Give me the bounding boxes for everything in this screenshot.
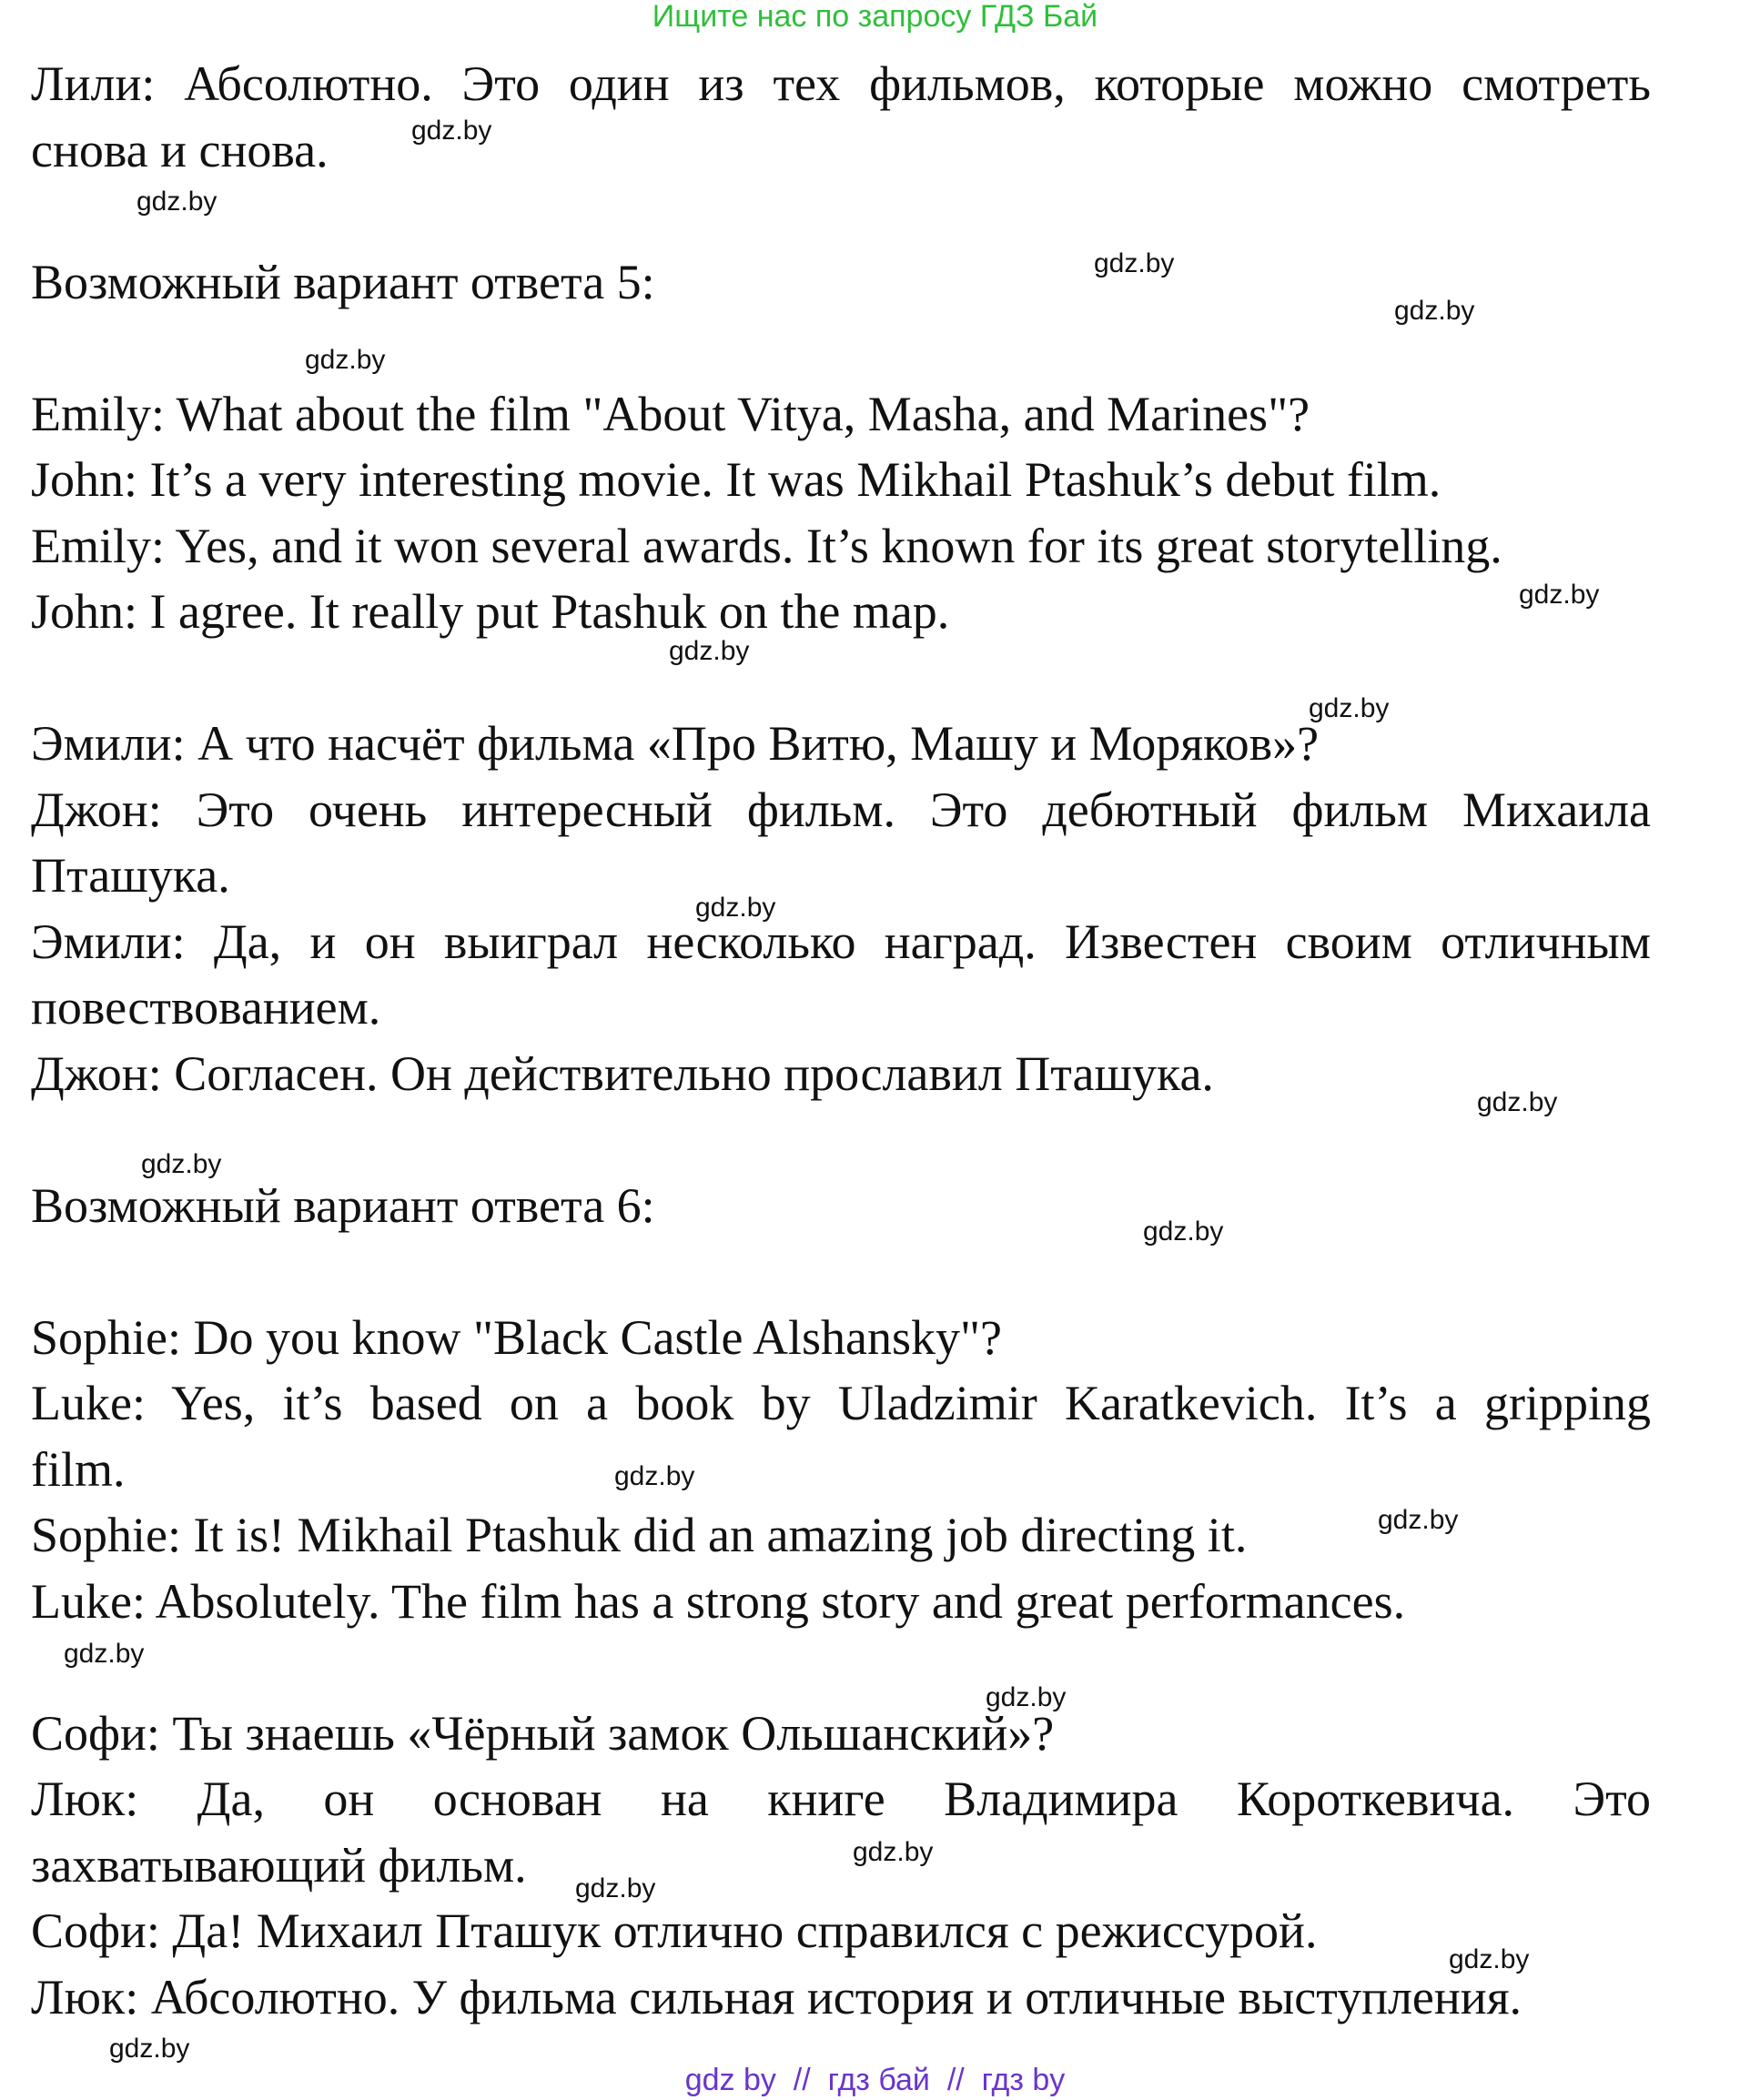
- text-line: повествованием.: [31, 980, 381, 1035]
- watermark: gdz.by: [1394, 296, 1475, 326]
- watermark: gdz.by: [137, 187, 217, 217]
- watermark: gdz.by: [1378, 1505, 1459, 1535]
- text-line: Софи: Ты знаешь «Чёрный замок Ольшанский»?: [31, 1705, 1055, 1761]
- text-line: Лили: Абсолютно. Это один из тех фильмов, которые можно смотреть: [31, 56, 1651, 111]
- footer-links: gdz by // гдз бай // гдз by: [684, 2063, 1066, 2097]
- text-line: Sophie: It is! Mikhail Ptashuk did an amazing job directing it.: [31, 1508, 1248, 1562]
- text-line: Софи: Да! Михаил Пташук отлично справился с режиссурой.: [31, 1903, 1318, 1958]
- watermark: gdz.by: [1477, 1087, 1558, 1117]
- paragraph-gap: [31, 1106, 1651, 1173]
- top-banner: Ищите нас по запросу ГДЗ Бай: [652, 0, 1098, 34]
- text-line: John: I agree. It really put Ptashuk on the map.: [31, 584, 950, 639]
- section-heading-6: Возможный вариант ответа 6:: [31, 1177, 655, 1233]
- watermark: gdz.by: [1519, 580, 1600, 610]
- watermark: gdz.by: [1143, 1217, 1224, 1247]
- watermark: gdz.by: [853, 1837, 934, 1867]
- watermark: gdz.by: [141, 1149, 222, 1179]
- section-heading-5: Возможный вариант ответа 5:: [31, 254, 655, 309]
- text-line: Люк: Да, он основан на книге Владимира Короткевича. Это: [31, 1772, 1651, 1826]
- watermark: gdz.by: [695, 893, 776, 923]
- text-line: снова и снова.: [31, 122, 329, 177]
- text-line: Эмили: А что насчёт фильма «Про Витю, Машу и Моряков»?: [31, 716, 1320, 771]
- document-body: [31, 51, 1651, 2030]
- watermark: gdz.by: [1449, 1944, 1530, 1974]
- paragraph-gap: [31, 1634, 1651, 1701]
- watermark: gdz.by: [986, 1682, 1067, 1712]
- paragraph-gap: [31, 183, 1651, 249]
- text-line: Luke: Absolutely. The film has a strong story and great performances.: [31, 1573, 1406, 1629]
- watermark: gdz.by: [305, 345, 386, 375]
- watermark: gdz.by: [109, 2034, 190, 2064]
- watermark: gdz.by: [614, 1461, 695, 1491]
- watermark: gdz.by: [411, 116, 492, 146]
- text-line: Пташука.: [31, 848, 230, 903]
- watermark: gdz.by: [669, 636, 750, 666]
- text-line: film.: [31, 1441, 126, 1497]
- paragraph-gap: [31, 1238, 1651, 1305]
- watermark: gdz.by: [1094, 248, 1175, 278]
- watermark: gdz.by: [1309, 693, 1390, 723]
- text-line: Luke: Yes, it’s based on a book by Uladzimir Karatkevich. It’s a gripping: [31, 1376, 1651, 1430]
- text-line: Эмили: Да, и он выиграл несколько наград. Известен своим отличным: [31, 914, 1651, 969]
- watermark: gdz.by: [64, 1639, 145, 1669]
- paragraph-gap: [31, 645, 1651, 712]
- text-line: Люк: Абсолютно. У фильма сильная история и отличные выступления.: [31, 1969, 1522, 2024]
- watermark: gdz.by: [575, 1873, 656, 1903]
- text-line: Sophie: Do you know "Black Castle Alshansky"?: [31, 1309, 1003, 1365]
- text-line: Джон: Согласен. Он действительно прославил Пташука.: [31, 1045, 1214, 1101]
- text-line: John: It’s a very interesting movie. It was Mikhail Ptashuk’s debut film.: [31, 452, 1441, 507]
- text-line: Emily: Yes, and it won several awards. It’s known for its great storytelling.: [31, 518, 1502, 573]
- text-line: захватывающий фильм.: [31, 1837, 527, 1893]
- text-line: Emily: What about the film "About Vitya, Masha, and Marines"?: [31, 386, 1310, 441]
- text-line: Джон: Это очень интересный фильм. Это дебютный фильм Михаила: [31, 782, 1651, 837]
